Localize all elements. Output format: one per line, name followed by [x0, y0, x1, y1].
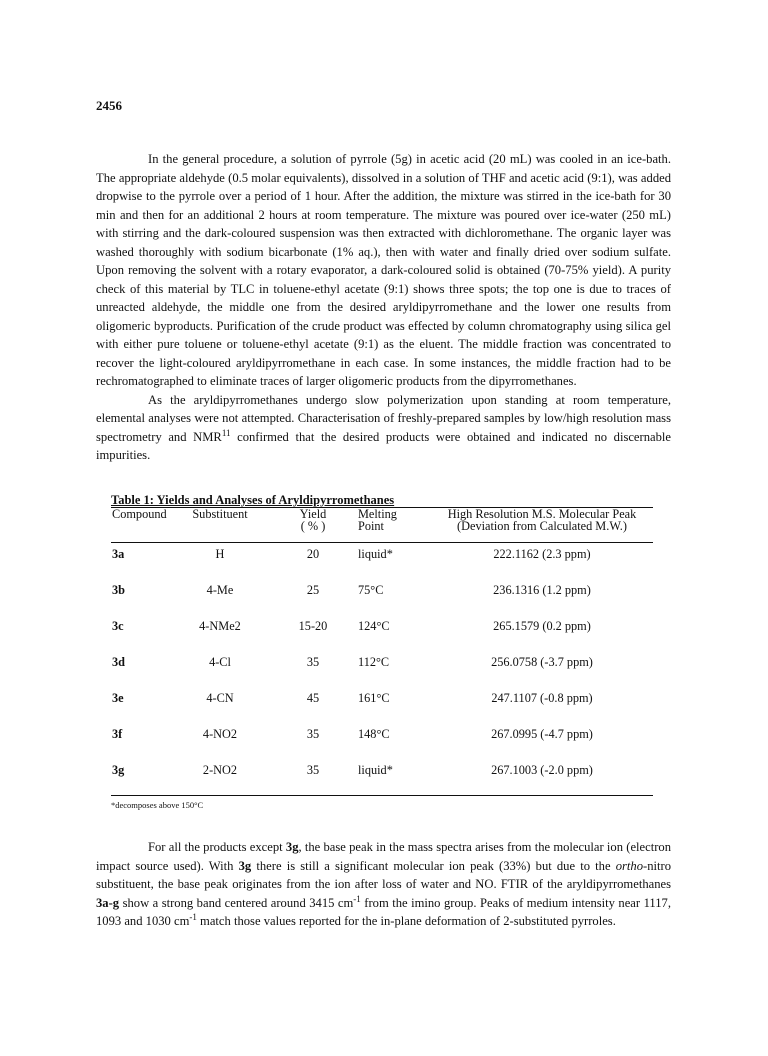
text-run: , the base peak in the mass spectra arises from the molecular ion (electron impact source used). With: [96, 840, 671, 873]
header-hrms-line2: (Deviation from Calculated M.W.): [457, 519, 627, 533]
cell-yield: 25: [306, 583, 320, 597]
header-melting-line1: Melting: [358, 507, 397, 521]
cell-melting-point: 148°C: [358, 727, 390, 741]
paragraph-procedure: In the general procedure, a solution of pyrrole (5g) in acetic acid (20 mL) was cooled in an ice-bath. The appropriate aldehyde (0.5 molar equivalents), dissolved in a solution of THF and acetic acid (9:1), was added dropwise to the pyrrole over a period of 1 hour. After the addition, the mixture was stirred in the ice-bath for 30 min and then for an additional 2 hours at room temperature. The mixture was poured over ice-water (250 mL) with stirring and the dark-coloured suspension was then extracted with dichloromethane. The organic layer was washed thoroughly with sodium bicarbonate (1% aq.), then with water and finally dried over sodium sulfate. Upon removing the solvent with a rotary evaporator, a dark-coloured solid is obtained (70-75% yield). A purity check of this material by TLC in toluene-ethyl acetate (9:1) shows three spots; the top one is due to traces of unreacted aldehyde, the middle one from the desired aryldipyrromethane and the lower one results from oligomeric byproducts. Purification of the crude product was effected by column chromatography using silica gel with either pure toluene or toluene-ethyl acetate (9:1) as the eluent. The middle fraction was concentrated to recover the light-coloured aryldipyrromethane in each case. In some instances, the middle fraction had to be rechromatographed to eliminate traces of larger oligomeric products from the dipyrromethanes.: [96, 152, 671, 388]
cell-melting-point: 161°C: [358, 691, 390, 705]
cell-substituent: 4-CN: [206, 691, 234, 705]
table-row: [111, 687, 653, 723]
table-bottom-rule: [111, 795, 653, 796]
cell-substituent: H: [215, 547, 225, 561]
cell-compound: 3a: [112, 547, 125, 561]
header-melting-point: [358, 508, 397, 532]
reference-superscript: 11: [221, 427, 231, 438]
cell-hrms: 236.1316 (1.2 ppm): [493, 583, 591, 597]
table-row: [111, 723, 653, 759]
cell-melting-point: liquid*: [358, 547, 393, 561]
body-text-bottom: [96, 838, 671, 931]
cell-yield: 45: [306, 691, 320, 705]
cell-melting-point: 112°C: [358, 655, 390, 669]
body-text-top: [96, 150, 671, 465]
header-hrms-line1: High Resolution M.S. Molecular Peak: [447, 507, 637, 521]
header-compound: Compound: [112, 507, 167, 521]
cell-substituent: 4-Cl: [209, 655, 231, 669]
table-header-row: [111, 508, 653, 542]
cell-substituent: 4-NO2: [202, 727, 238, 741]
cell-yield: 35: [306, 655, 320, 669]
header-yield: [283, 508, 343, 532]
cell-melting-point: 124°C: [358, 619, 390, 633]
text-run: from the imino group. Peaks of medium intensity near 1117, 1093 and 1030 cm: [96, 895, 671, 928]
compound-ref: 3g: [238, 858, 252, 873]
page-number: 2456: [96, 98, 122, 113]
cell-melting-point: 75°C: [358, 583, 384, 597]
table-footnote: *decomposes above 150°C: [111, 800, 204, 810]
compound-ref: 3a-g: [96, 895, 120, 910]
table-row: [111, 651, 653, 687]
header-melting-line2: Point: [358, 519, 384, 533]
cell-hrms: 267.1003 (-2.0 ppm): [491, 763, 593, 777]
cell-yield: 20: [306, 547, 320, 561]
compound-ref: 3g: [285, 840, 299, 854]
italic-term: ortho: [615, 858, 644, 873]
header-hrms: [431, 508, 653, 532]
paragraph-characterisation-text: As the aryldipyrromethanes undergo slow polymerization upon standing at room temperature, elemental analyses were not attempted. Characterisation of freshly-prepared samples by low/high resolution mass spectrometry and NMR: [96, 392, 671, 444]
table-row: [111, 615, 653, 651]
table-row: [111, 543, 653, 579]
text-run: For all the products except: [148, 840, 286, 854]
header-yield-line2: ( % ): [300, 519, 326, 533]
cell-yield: 35: [306, 763, 320, 777]
cell-compound: 3e: [112, 691, 124, 705]
table-row: [111, 579, 653, 615]
header-substituent: Substituent: [192, 507, 248, 521]
table-title: Table 1: Yields and Analyses of Aryldipyrromethanes: [111, 493, 395, 507]
cell-compound: 3f: [112, 727, 123, 741]
table-yields-analyses: [111, 493, 653, 810]
cell-yield: 15-20: [298, 619, 328, 633]
unit-superscript: -1: [353, 893, 361, 904]
text-run: show a strong band centered around 3415 cm: [119, 895, 354, 910]
paragraph-characterisation-text-end: confirmed that the desired products were obtained and indicated no discernable impurities.: [96, 429, 671, 462]
cell-compound: 3d: [112, 655, 125, 669]
cell-substituent: 4-Me: [206, 583, 234, 597]
cell-yield: 35: [306, 727, 320, 741]
paragraph-mass-spectra: [96, 838, 671, 931]
cell-hrms: 247.1107 (-0.8 ppm): [491, 691, 593, 705]
cell-hrms: 267.0995 (-4.7 ppm): [491, 727, 593, 741]
table-row: [111, 759, 653, 795]
text-run: -nitro substituent, the base peak originates from the ion after loss of water and NO. FTIR of the aryldipyrromethanes: [96, 858, 671, 891]
cell-hrms: 222.1162 (2.3 ppm): [493, 547, 591, 561]
cell-hrms: 256.0758 (-3.7 ppm): [491, 655, 593, 669]
cell-substituent: 2-NO2: [202, 763, 238, 777]
cell-substituent: 4-NMe2: [199, 619, 241, 633]
cell-compound: 3g: [112, 763, 125, 777]
cell-hrms: 265.1579 (0.2 ppm): [493, 619, 591, 633]
paragraph-characterisation: [96, 391, 671, 465]
cell-compound: 3b: [112, 583, 125, 597]
text-run: there is still a significant molecular ion peak (33%) but due to the: [251, 858, 616, 873]
text-run: match those values reported for the in-plane deformation of 2-substituted pyrroles.: [196, 914, 616, 928]
header-yield-line1: Yield: [299, 507, 327, 521]
unit-superscript: -1: [189, 911, 197, 922]
cell-melting-point: liquid*: [358, 763, 393, 777]
cell-compound: 3c: [112, 619, 124, 633]
